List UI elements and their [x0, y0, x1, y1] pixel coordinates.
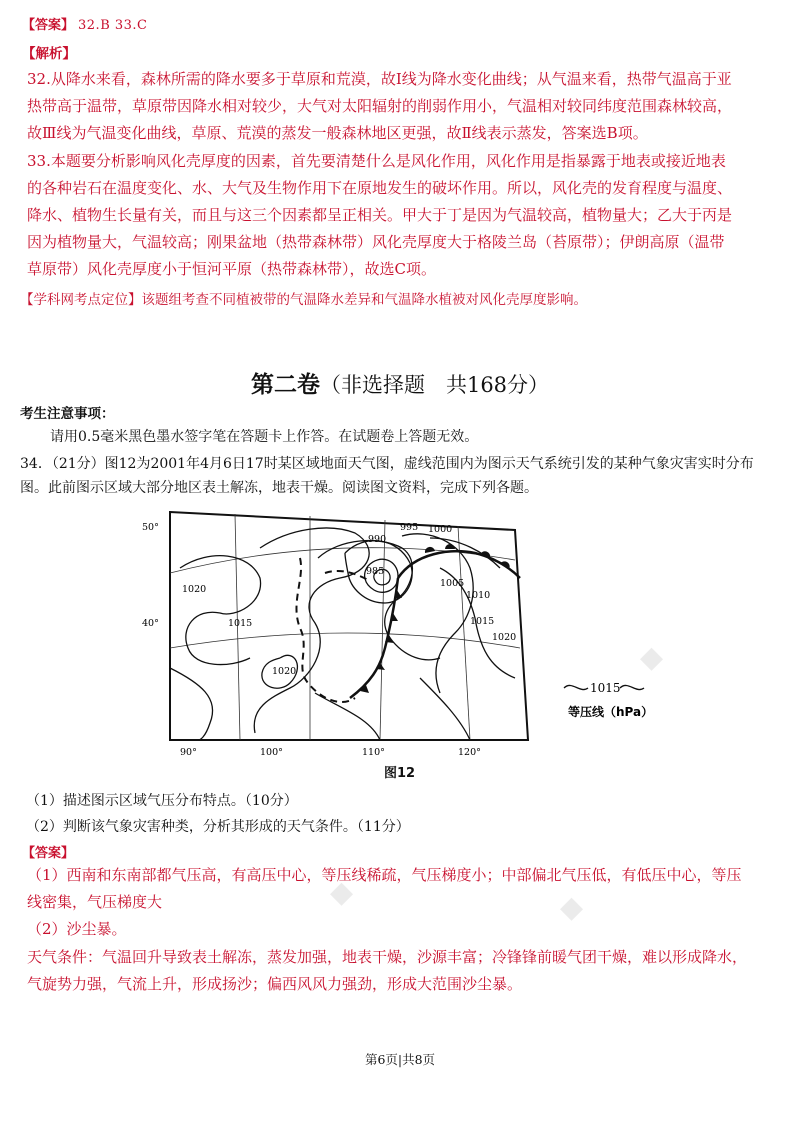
section-title-sub: （非选择题 共168分）: [319, 373, 550, 397]
lon-label-110: 110°: [362, 747, 385, 758]
isobar-label: 1015: [228, 618, 253, 629]
lat-label-40: 40°: [142, 618, 159, 629]
section-title: [0, 366, 800, 399]
page-footer: 第6页|共8页: [364, 1052, 436, 1067]
sub-question-1: （1）描述图示区域气压分布特点。（10分）: [26, 793, 298, 809]
legend-line-left: [564, 685, 588, 689]
section-title-main: 第二卷: [250, 371, 320, 398]
figure-caption: 图12: [384, 766, 416, 781]
watermark: ◆: [560, 890, 584, 925]
watermark: ◆: [640, 640, 664, 675]
analysis-q32: 32.从降水来看，森林所需的降水要多于草原和荒漠，故Ⅰ线为降水变化曲线；从气温来看，热带气温高于亚热带高于温带，草原带因降水相对较少，大气对太阳辐射的削弱作用小，气温相对较同纬度范围森林较高，故Ⅲ线为气温变化曲线，草原、荒漠的蒸发一般森林地区更强，故Ⅱ线表示蒸发，答案选B项。: [27, 70, 733, 142]
answer-values: 32.B 33.C: [78, 18, 148, 33]
legend-value: 1015: [590, 681, 621, 695]
answer-part-1: （1）西南和东南部都气压高，有高压中心，等压线稀疏，气压梯度小；中部偏北气压低，有低压中心，等压线密集，气压梯度大: [27, 866, 742, 911]
analysis-q33: 33.本题要分析影响风化壳厚度的因素，首先要清楚什么是风化作用，风化作用是指暴露于地表或接近地表的各种岩石在温度变化、水、大气及生物作用下在原地发生的破坏作用。所以，风化壳的发育程度与温度、降水、植物生长量有关，而且与这三个因素都呈正相关。甲大于丁是因为气温较高，植物量大；乙大于丙是因为植物量大，气温较高；刚果盆地（热带森林带）风化壳厚度大于格陵兰岛（苔原带）；伊朗高原（温带草原带）风化壳厚度小于恒河平原（热带森林带），故选C项。: [27, 152, 733, 278]
isobar-label: 995: [400, 522, 419, 533]
answer-line: [22, 14, 148, 33]
lon-label-120: 120°: [458, 747, 481, 758]
notice-heading: 考生注意事项：: [20, 406, 115, 422]
isobar-label: 990: [368, 534, 387, 545]
answer-label: 【答案】: [22, 18, 75, 33]
isobar-label: 1020: [182, 584, 207, 595]
keypoint-note: 【学科网考点定位】该题组考查不同植被带的气温降水差异和气温降水植被对风化壳厚度影响。: [20, 292, 587, 308]
question-34: 34．（21分）图12为2001年4月6日17时某区域地面天气图，虚线范围内为图示天气系统引发的某种气象灾害实时分布图。此前图示区域大部分地区表土解冻，地表干燥。阅读图文资料，完成下列各题。: [20, 456, 754, 496]
isobar-label: 1020: [492, 632, 517, 643]
isobar-label: 985: [366, 566, 385, 577]
weather-map: [140, 508, 660, 758]
lon-label-100: 100°: [260, 747, 283, 758]
isobar-label: 1015: [470, 616, 495, 627]
answer-label-2: 【答案】: [22, 846, 75, 861]
lon-label-90: 90°: [180, 747, 197, 758]
legend-line-right: [620, 685, 644, 689]
lat-label-50: 50°: [142, 522, 159, 533]
legend-label: 等压线（hPa）: [568, 705, 654, 719]
isobar-label: 1000: [428, 524, 453, 535]
answer-part-2-conditions: 天气条件：气温回升导致表土解冻，蒸发加强，地表干燥，沙源丰富；冷锋锋前暖气团干燥，难以形成降水，气旋势力强，气流上升，形成扬沙；偏西风风力强劲，形成大范围沙尘暴。: [27, 948, 748, 993]
watermark: ◆: [330, 875, 354, 910]
isobar-label: 1005: [440, 578, 465, 589]
notice-text: 请用0.5毫米黑色墨水签字笔在答题卡上作答。在试题卷上答题无效。: [50, 429, 479, 445]
answer-part-2: （2）沙尘暴。: [27, 920, 127, 938]
isobar-label: 1010: [466, 590, 491, 601]
sub-question-2: （2）判断该气象灾害种类，分析其形成的天气条件。（11分）: [26, 819, 410, 835]
analysis-label: 【解析】: [22, 46, 76, 62]
isobar-label: 1020: [272, 666, 297, 677]
